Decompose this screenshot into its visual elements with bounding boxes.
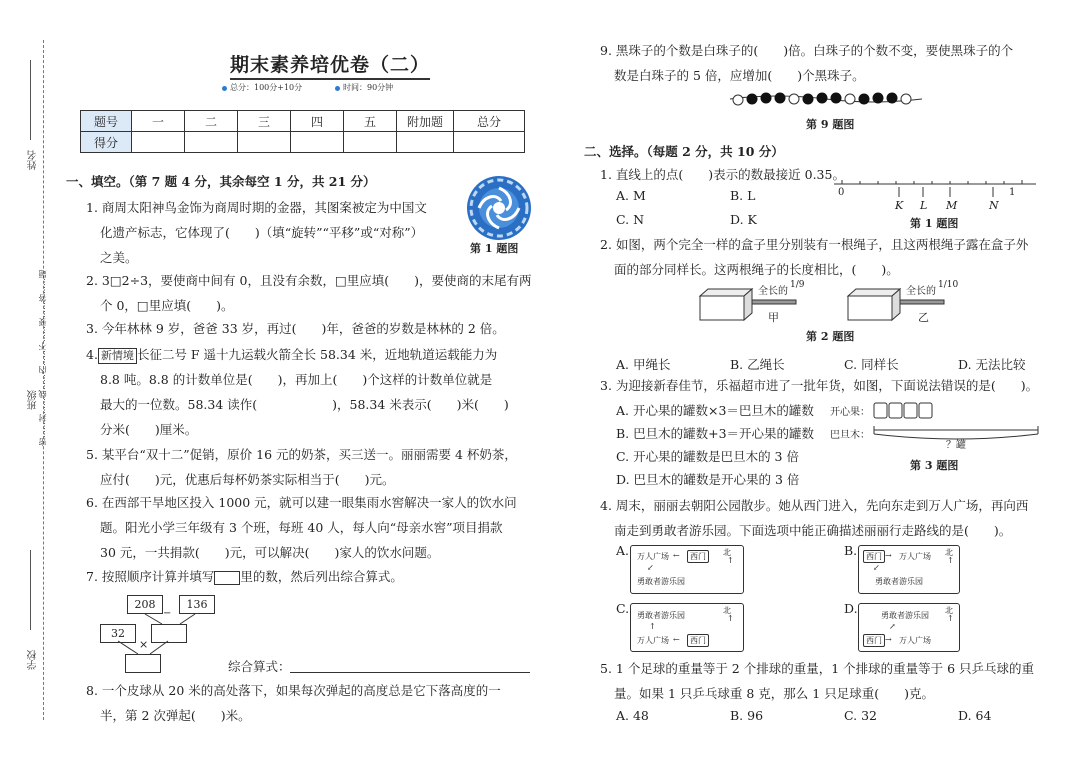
jars-question: ？罐 — [946, 440, 966, 451]
table-cell: 附加题 — [397, 111, 454, 132]
score-input[interactable] — [397, 132, 454, 153]
time-limit: 时间：90分钟 — [335, 82, 393, 93]
question-2: 2. 3□2÷3，要使商中间有 0，且没有余数，□里应填( )，要使商的末尾有两 个 0，□里应填( )。 — [86, 273, 532, 313]
figure-caption: 第 1 题图 — [910, 217, 959, 230]
table-row — [81, 111, 525, 132]
question-4: 4. 新情境 长征二号 F 遥十九运载火箭全长 58.34 米，近地轨道运载能力为 8.8 吨。8.8 的计数单位是( )，再加上( )个这样的计数单位就是 最大的一位数。58.34 读作( )，58.34 米表示( )米( ) 分米( )厘米。 — [86, 347, 509, 437]
option[interactable]: C. 同样长 — [844, 357, 899, 372]
section-fill-title: 一、填空。（第 7 题 4 分，其余每空 1 分，共 21 分） — [66, 174, 376, 189]
question-7: 7. 按照顺序计算并填写 里的数，然后列出综合算式。 — [86, 569, 403, 584]
option-label[interactable]: B. — [844, 543, 858, 558]
question-9: 9. 黑珠子的个数是白珠子的( )倍。白珠子的个数不变，要使黑珠子的个 数是白珠子的 5 倍，应增加( )个黑珠子。 — [600, 43, 1014, 83]
question-6: 6. 在西部干旱地区投入 1000 元，就可以建一眼集雨水窖解决一家人的饮水问 题。阳光小学三年级有 3 个班，每班 40 人，每人向“母亲水窖”项目捐款 30 元，一共捐款( )元，可以解决( )家人的饮水问题。 — [86, 495, 517, 560]
option[interactable]: C. N — [616, 212, 645, 227]
option[interactable]: B. 乙绳长 — [730, 357, 785, 372]
option[interactable]: D. 巴旦木的罐数是开心果的 3 倍 — [616, 472, 800, 487]
school-label: 学校 — [28, 650, 39, 670]
option[interactable]: A. 甲绳长 — [616, 357, 671, 372]
total-score: 总分：100分+10分 — [222, 82, 302, 93]
answer-box[interactable] — [125, 654, 161, 673]
pistachio-label: 开心果： — [830, 407, 870, 418]
figure-caption: 第 9 题图 — [806, 118, 855, 131]
choice-3: 3. 为迎接新春佳节，乐福超市进了一批年货，如图，下面说法错误的是( )。 — [600, 378, 1039, 393]
figure-caption: 第 3 题图 — [910, 459, 959, 472]
name-label: 姓名 — [28, 150, 39, 170]
option[interactable]: A. 开心果的罐数×3＝巴旦木的罐数 — [616, 403, 814, 418]
table-row — [81, 132, 525, 153]
times-sign: × — [139, 638, 149, 651]
rope-label: 全长的 — [906, 286, 936, 297]
table-cell: 总分 — [454, 111, 525, 132]
rope-label: 全长的 — [758, 286, 788, 297]
option-label[interactable]: D. — [844, 601, 858, 616]
question-8: 8. 一个皮球从 20 米的高处落下，如果每次弹起的高度总是它下落高度的一 半，第 2 次弹起( )米。 — [86, 683, 501, 723]
calc-number: 208 — [127, 595, 163, 614]
score-input[interactable] — [454, 132, 525, 153]
table-cell: 五 — [344, 111, 397, 132]
question-3: 3. 今年林林 9 岁，爸爸 33 岁，再过( )年，爸爸的岁数是林林的 2 倍。 — [86, 321, 505, 336]
route-map-d[interactable]: 勇敢者游乐园 北 ↑ ↗ 西门 → 万人广场 — [858, 603, 960, 652]
table-cell: 二 — [185, 111, 238, 132]
option[interactable]: D. K — [730, 212, 757, 227]
calc-number: 32 — [100, 624, 136, 643]
route-map-c[interactable]: 勇敢者游乐园 北 ↑ ↑ 万人广场 ← 西门 — [630, 603, 744, 652]
score-input[interactable] — [132, 132, 185, 153]
formula-label: 综合算式： — [228, 659, 291, 674]
bullet-icon — [222, 86, 227, 91]
route-map-b[interactable]: 西门 → 万人广场 北 ↑ ↙ 勇敢者游乐园 — [858, 545, 960, 594]
option-label[interactable]: A. — [616, 543, 630, 558]
rope-name: 甲 — [768, 311, 779, 324]
bead-string-figure — [728, 88, 924, 110]
fraction: 1/9 — [790, 280, 805, 290]
option[interactable]: C. 开心果的罐数是巴旦木的 3 倍 — [616, 449, 799, 464]
almond-label: 巴旦木： — [830, 430, 870, 441]
table-cell: 一 — [132, 111, 185, 132]
point-label: K — [895, 199, 904, 212]
sun-bird-emblem-icon — [466, 175, 532, 241]
choice-5: 5. 1 个足球的重量等于 2 个排球的重量，1 个排球的重量等于 6 只乒乓球的重 量。如果 1 只乒乓球重 8 克，那么 1 只足球重( )克。 — [600, 661, 1035, 701]
score-input[interactable] — [238, 132, 291, 153]
score-input[interactable] — [344, 132, 397, 153]
answer-box[interactable] — [151, 624, 187, 643]
binding-margin — [0, 0, 58, 764]
score-table — [80, 110, 525, 153]
option[interactable]: A. 48 — [616, 708, 649, 723]
option[interactable]: B. 巴旦木的罐数+3＝开心果的罐数 — [616, 426, 815, 441]
table-cell: 题号 — [81, 111, 132, 132]
option[interactable]: B. L — [730, 188, 756, 203]
page-title: 期末素养培优卷（二） — [230, 50, 430, 80]
fraction: 1/10 — [938, 280, 959, 290]
route-map-a[interactable]: 万人广场 ← 西门 北 ↑ ↙ 勇敢者游乐园 — [630, 545, 744, 594]
score-input[interactable] — [185, 132, 238, 153]
question-1: 1. 商周太阳神鸟金饰为商周时期的金器，其图案被定为中国文 化遗产标志，它体现了( )（填“旋转”“平移”或“对称”） 之美。 — [86, 200, 427, 265]
point-label: N — [989, 199, 999, 212]
option[interactable]: D. 64 — [958, 708, 992, 723]
option[interactable]: C. 32 — [844, 708, 877, 723]
question-5: 5. 某平台“双十二”促销，原价 16 元的奶茶，买三送一。丽丽需要 4 杯奶茶， 应付( )元，优惠后每杯奶茶实际相当于( )元。 — [86, 447, 517, 487]
minus-sign: − — [163, 608, 172, 619]
class-label: 班级 — [28, 390, 39, 410]
school-underline — [30, 550, 31, 630]
choice-4: 4. 周末，丽丽去朝阳公园散步。她从西门进入，先向东走到万人广场，再向西 南走到勇敢者游乐园。下面选项中能正确描述丽丽行走路线的是( )。 — [600, 498, 1029, 538]
score-input[interactable] — [291, 132, 344, 153]
section-choice-title: 二、选择。（每题 2 分，共 10 分） — [584, 144, 784, 159]
formula-answer-line[interactable] — [290, 672, 530, 673]
answer-box — [214, 571, 240, 585]
option-label[interactable]: C. — [616, 601, 630, 616]
table-cell: 四 — [291, 111, 344, 132]
rope-name: 乙 — [918, 311, 929, 324]
point-label: L — [920, 199, 928, 212]
figure-caption: 第 2 题图 — [806, 330, 855, 343]
new-context-badge: 新情境 — [98, 348, 137, 364]
bullet-icon — [335, 86, 340, 91]
tick-label: 0 — [838, 187, 845, 198]
option[interactable]: B. 96 — [730, 708, 764, 723]
table-cell: 三 — [238, 111, 291, 132]
choice-2: 2. 如图，两个完全一样的盒子里分别装有一根绳子，且这两根绳子露在盒子外 面的部分同样长。这两根绳子的长度相比，( )。 — [600, 237, 1029, 277]
option[interactable]: A. M — [616, 188, 646, 203]
tick-label: 1 — [1009, 187, 1016, 198]
name-underline — [30, 60, 31, 140]
option[interactable]: D. 无法比较 — [958, 357, 1026, 372]
seal-text: 密……封……线……内……不……要……答……题 — [38, 270, 47, 446]
table-cell: 得分 — [81, 132, 132, 153]
figure-caption: 第 1 题图 — [470, 242, 519, 255]
calc-number: 136 — [179, 595, 215, 614]
choice-1: 1. 直线上的点( )表示的数最接近 0.35。 — [600, 167, 845, 182]
point-label: M — [946, 199, 958, 212]
